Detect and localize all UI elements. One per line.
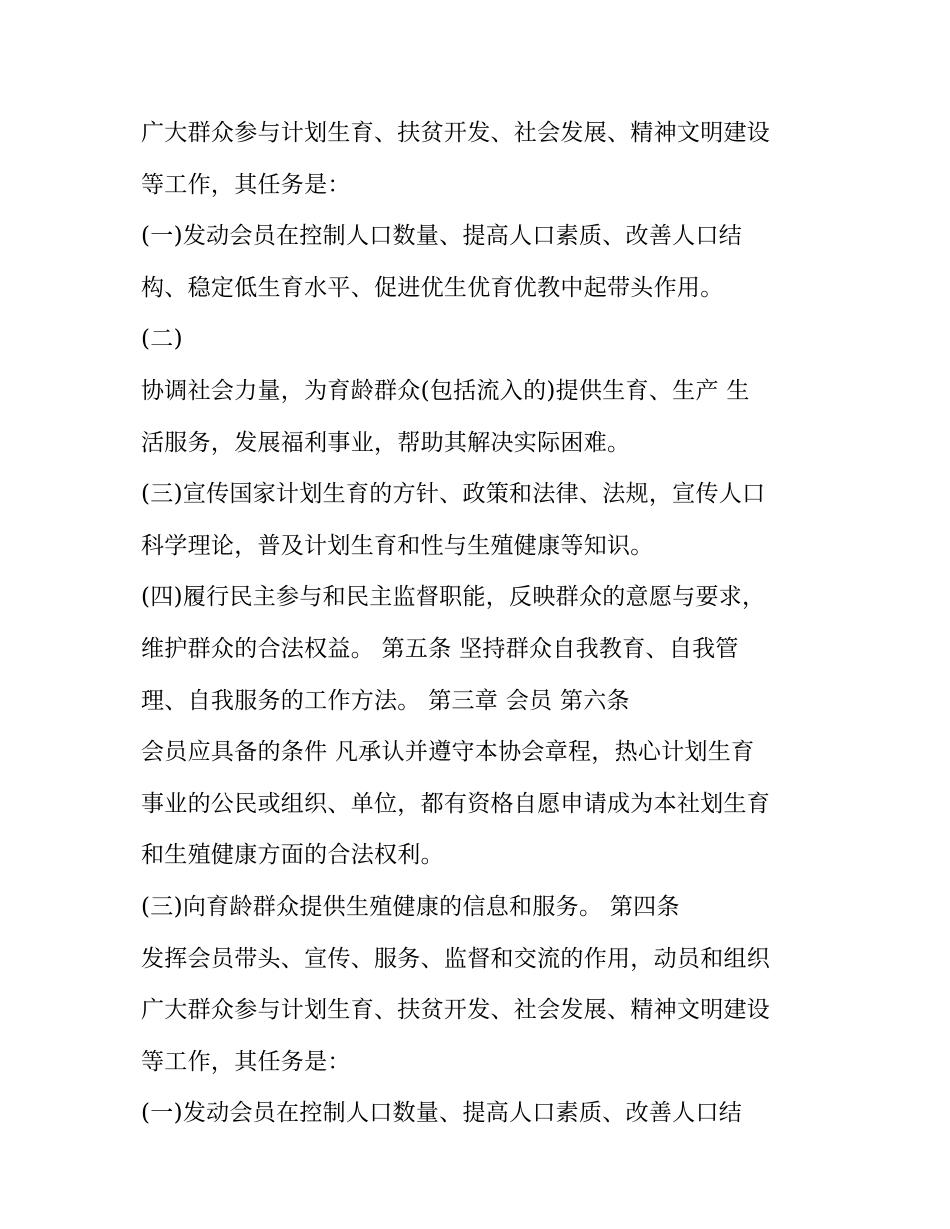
text-line: 广大群众参与计划生育、扶贫开发、社会发展、精神文明建设 <box>141 997 771 1024</box>
text-line: 活服务，发展福利事业，帮助其解决实际困难。 <box>141 429 631 456</box>
text-line: 理、自我服务的工作方法。 第三章 会员 第六条 <box>141 687 630 714</box>
text-line: 广大群众参与计划生育、扶贫开发、社会发展、精神文明建设 <box>141 120 771 146</box>
text-line: (三)向育龄群众提供生殖健康的信息和服务。 第四条 <box>141 893 680 920</box>
text-line: (一)发动会员在控制人口数量、提高人口素质、改善人口结 <box>141 223 743 250</box>
document-body <box>141 108 821 1140</box>
text-line: 维护群众的合法权益。 第五条 坚持群众自我教育、自我管 <box>141 635 739 662</box>
text-line: (四)履行民主参与和民主监督职能，反映群众的意愿与要求， <box>141 584 766 611</box>
text-line: 事业的公民或组织、单位，都有资格自愿申请成为本社划生育 <box>141 790 771 817</box>
text-line: 构、稳定低生育水平、促进优生优育优教中起带头作用。 <box>141 274 724 301</box>
text-line: 和生殖健康方面的合法权利。 <box>141 842 444 869</box>
text-line: 等工作，其任务是： <box>141 171 351 198</box>
text-line: 等工作，其任务是： <box>141 1048 351 1075</box>
text-line: (三)宣传国家计划生育的方针、政策和法律、法规，宣传人口 <box>141 481 766 508</box>
text-line: 科学理论，普及计划生育和性与生殖健康等知识。 <box>141 532 654 559</box>
text-line: 协调社会力量，为育龄群众(包括流入的)提供生育、生产 生 <box>141 377 750 404</box>
text-line: 发挥会员带头、宣传、服务、监督和交流的作用，动员和组织 <box>141 945 771 972</box>
text-line: 会员应具备的条件 凡承认并遵守本协会章程，热心计划生育 <box>141 739 755 766</box>
text-line: (二) <box>141 326 183 353</box>
text-line: (一)发动会员在控制人口数量、提高人口素质、改善人口结 <box>141 1100 743 1127</box>
